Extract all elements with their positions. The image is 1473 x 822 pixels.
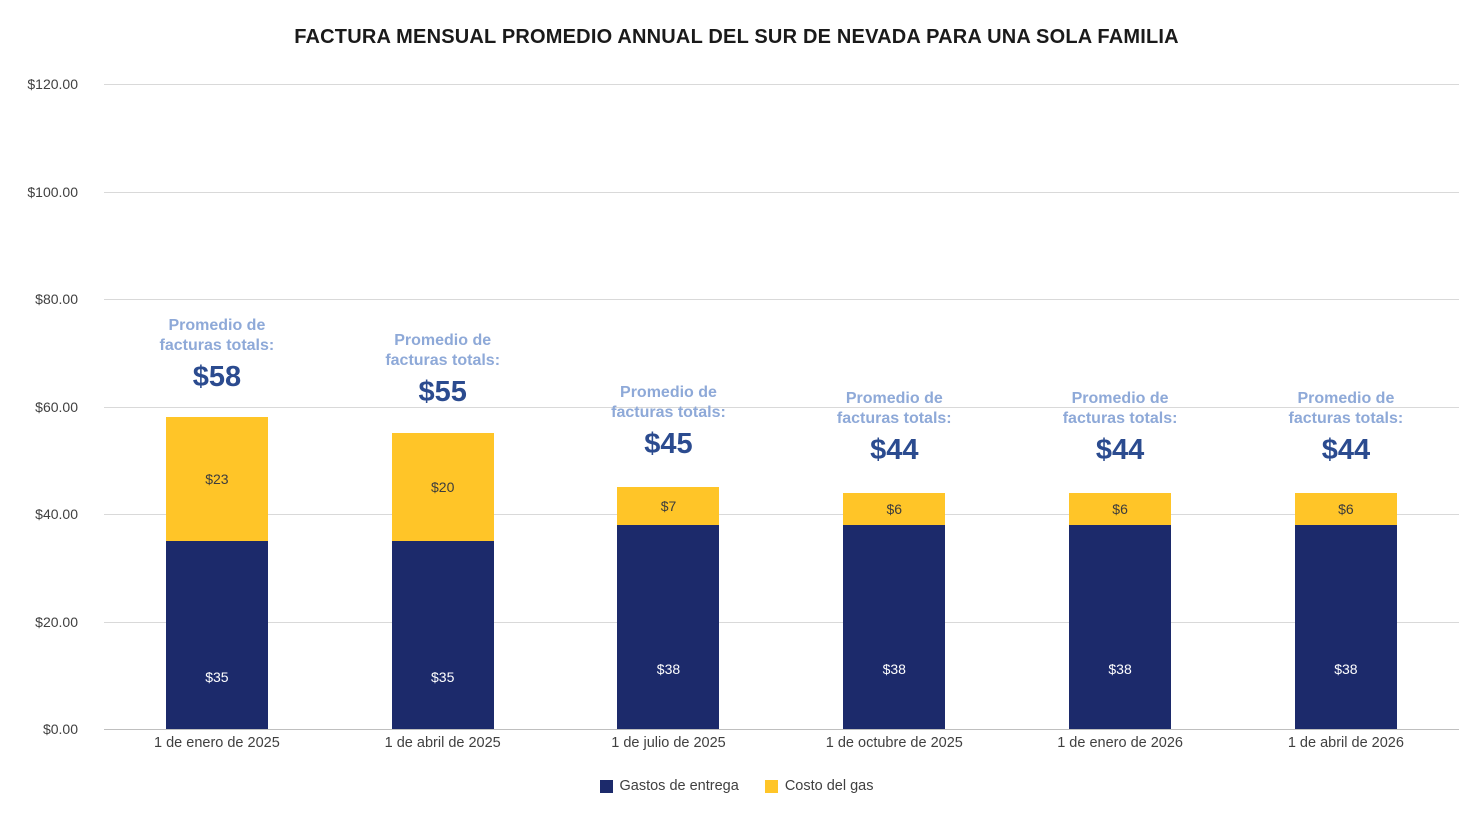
bar-segment-gas[interactable]: [617, 487, 719, 525]
legend-swatch-icon: [600, 780, 613, 793]
bar-group: [1007, 84, 1233, 729]
bar-segment-gas-label: $6: [1112, 500, 1128, 517]
bar-annotation: [819, 389, 969, 469]
bar-annotation-total: $44: [1321, 433, 1371, 466]
y-axis-tick-60: $60.00: [35, 398, 78, 415]
bar-annotation-total: $44: [870, 433, 919, 466]
bar-segment-gas-label: $20: [431, 479, 455, 496]
x-axis-tick: 1 de enero de 2026: [1057, 735, 1183, 751]
bar-segment-delivery-label: $35: [205, 668, 229, 685]
bar-segment-gas-label: $6: [1338, 500, 1354, 517]
legend-item-delivery[interactable]: [600, 778, 739, 794]
chart-legend: [0, 778, 1473, 794]
bar-annotation-total: $44: [1095, 433, 1145, 466]
bar-annotation-total: $45: [644, 427, 693, 460]
y-axis-tick-20: $20.00: [35, 613, 78, 630]
bar-segment-gas[interactable]: [392, 433, 494, 541]
bar-annotation: [142, 316, 292, 396]
bar-annotation-caption: Promedio de facturas totals:: [385, 331, 501, 370]
y-axis-tick-80: $80.00: [35, 291, 78, 307]
bar-annotation-caption: Promedio de facturas totals:: [611, 383, 726, 422]
bar-annotation: [1271, 389, 1421, 469]
chart-title: FACTURA MENSUAL PROMEDIO ANNUAL DEL SUR DE NEVADA PARA UNA SOLA FAMILIA: [294, 26, 1179, 48]
legend-label: Costo del gas: [784, 778, 874, 794]
bar-group: [781, 84, 1007, 729]
bar-segment-gas-label: $23: [205, 471, 229, 488]
bar-segment-delivery-label: $38: [882, 660, 906, 677]
y-axis-tick-40: $40.00: [35, 506, 78, 522]
y-axis-tick-0: $0.00: [42, 721, 78, 737]
bar-stack[interactable]: [166, 417, 268, 729]
bar-group: [1233, 84, 1459, 729]
bar-segment-delivery[interactable]: [166, 541, 268, 729]
bar-stack[interactable]: [1295, 493, 1397, 730]
legend-label: Gastos de entrega: [619, 778, 739, 794]
bar-annotation-caption: Promedio de facturas totals:: [836, 389, 952, 428]
bar-annotation: [368, 331, 518, 411]
y-axis-tick-100: $100.00: [27, 183, 78, 200]
bar-group: [330, 84, 556, 729]
bar-series-group: [104, 84, 1459, 729]
x-axis-tick: 1 de octubre de 2025: [825, 735, 963, 751]
x-axis: [104, 735, 1459, 757]
bar-annotation-total: $55: [418, 375, 467, 408]
bar-segment-delivery-label: $38: [656, 660, 681, 677]
bar-segment-delivery[interactable]: [392, 541, 494, 729]
bar-segment-delivery-label: $38: [1108, 660, 1132, 677]
bar-segment-gas-label: $7: [660, 497, 677, 514]
bar-segment-gas[interactable]: [1295, 493, 1397, 525]
x-axis-tick: 1 de enero de 2025: [154, 735, 280, 751]
bar-annotation-caption: Promedio de facturas totals:: [1062, 389, 1178, 428]
bar-stack[interactable]: [843, 493, 945, 730]
bar-segment-delivery-label: $35: [431, 668, 455, 685]
plot-area: [27, 76, 1459, 737]
y-axis-tick-120: $120.00: [27, 76, 78, 92]
bar-segment-delivery[interactable]: [1069, 525, 1171, 729]
bar-segment-gas-label: $6: [886, 500, 903, 517]
bar-group: [104, 84, 330, 729]
bar-segment-gas[interactable]: [166, 417, 268, 541]
bar-segment-delivery[interactable]: [843, 525, 945, 729]
bar-segment-gas[interactable]: [1069, 493, 1171, 525]
legend-item-gas[interactable]: [765, 778, 874, 794]
bar-segment-delivery[interactable]: [617, 525, 719, 729]
x-axis-tick: 1 de abril de 2025: [384, 735, 501, 751]
bar-annotation: [593, 383, 743, 463]
bar-segment-gas[interactable]: [843, 493, 945, 525]
bar-segment-delivery-label: $38: [1334, 660, 1358, 677]
bar-group: [556, 84, 782, 729]
bar-stack[interactable]: [617, 487, 719, 729]
bar-stack[interactable]: [392, 433, 494, 729]
legend-swatch-icon: [765, 780, 778, 793]
bar-stack[interactable]: [1069, 493, 1171, 730]
x-axis-tick: 1 de julio de 2025: [611, 735, 726, 751]
bar-annotation: [1045, 389, 1195, 469]
gridline-0: [104, 729, 1459, 730]
bar-annotation-total: $58: [192, 360, 242, 393]
x-axis-tick: 1 de abril de 2026: [1287, 735, 1404, 751]
bar-annotation-caption: Promedio de facturas totals:: [1288, 389, 1404, 428]
bar-segment-delivery[interactable]: [1295, 525, 1397, 729]
bar-annotation-caption: Promedio de facturas totals:: [159, 316, 275, 355]
